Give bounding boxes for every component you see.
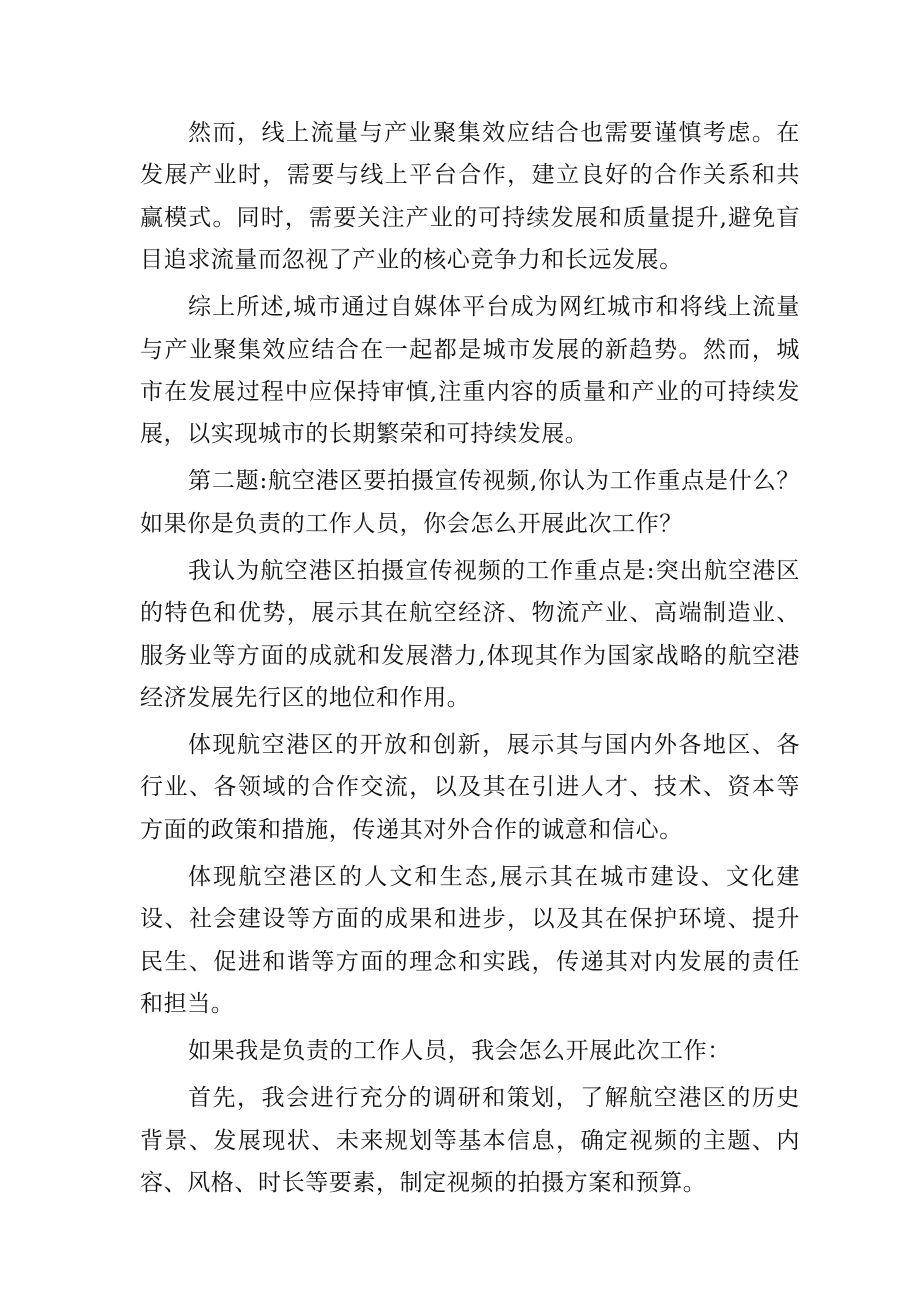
- paragraph-3-question: 第二题:航空港区要拍摄宣传视频,你认为工作重点是什么？如果你是负责的工作人员，你会怎么开展此次工作？: [140, 468, 800, 537]
- paragraph-7: 如果我是负责的工作人员，我会怎么开展此次工作：: [188, 1038, 731, 1065]
- document-body: [140, 112, 800, 1209]
- paragraph-5: 体现航空港区的开放和创新，展示其与国内外各地区、各行业、各领域的合作交流，以及其在引进人才、技术、资本等方面的政策和措施，传递其对外合作的诚意和信心。: [140, 732, 800, 843]
- paragraph-6: 体现航空港区的人文和生态,展示其在城市建设、文化建设、社会建设等方面的成果和进步，以及其在保护环境、提升民生、促进和谐等方面的理念和实践，传递其对内发展的责任和担当。: [140, 863, 800, 1018]
- paragraph-4: 我认为航空港区拍摄宣传视频的工作重点是:突出航空港区的特色和优势，展示其在航空经济、物流产业、高端制造业、服务业等方面的成就和发展潜力,体现其作为国家战略的航空港经济发展先行区的地位和作用。: [140, 557, 800, 712]
- paragraph-1: 然而，线上流量与产业聚集效应结合也需要谨慎考虑。在发展产业时，需要与线上平台合作，建立良好的合作关系和共赢模式。同时，需要关注产业的可持续发展和质量提升,避免盲目追求流量而忽视了产业的核心竞争力和长远发展。: [140, 120, 800, 274]
- paragraph-8: 首先，我会进行充分的调研和策划，了解航空港区的历史背景、发展现状、未来规划等基本信息，确定视频的主题、内容、风格、时长等要素，制定视频的拍摄方案和预算。: [140, 1085, 800, 1196]
- paragraph-2: 综上所述,城市通过自媒体平台成为网红城市和将线上流量与产业聚集效应结合在一起都是城市发展的新趋势。然而，城市在发展过程中应保持审慎,注重内容的质量和产业的可持续发展，以实现城市的长期繁荣和可持续发展。: [140, 294, 800, 448]
